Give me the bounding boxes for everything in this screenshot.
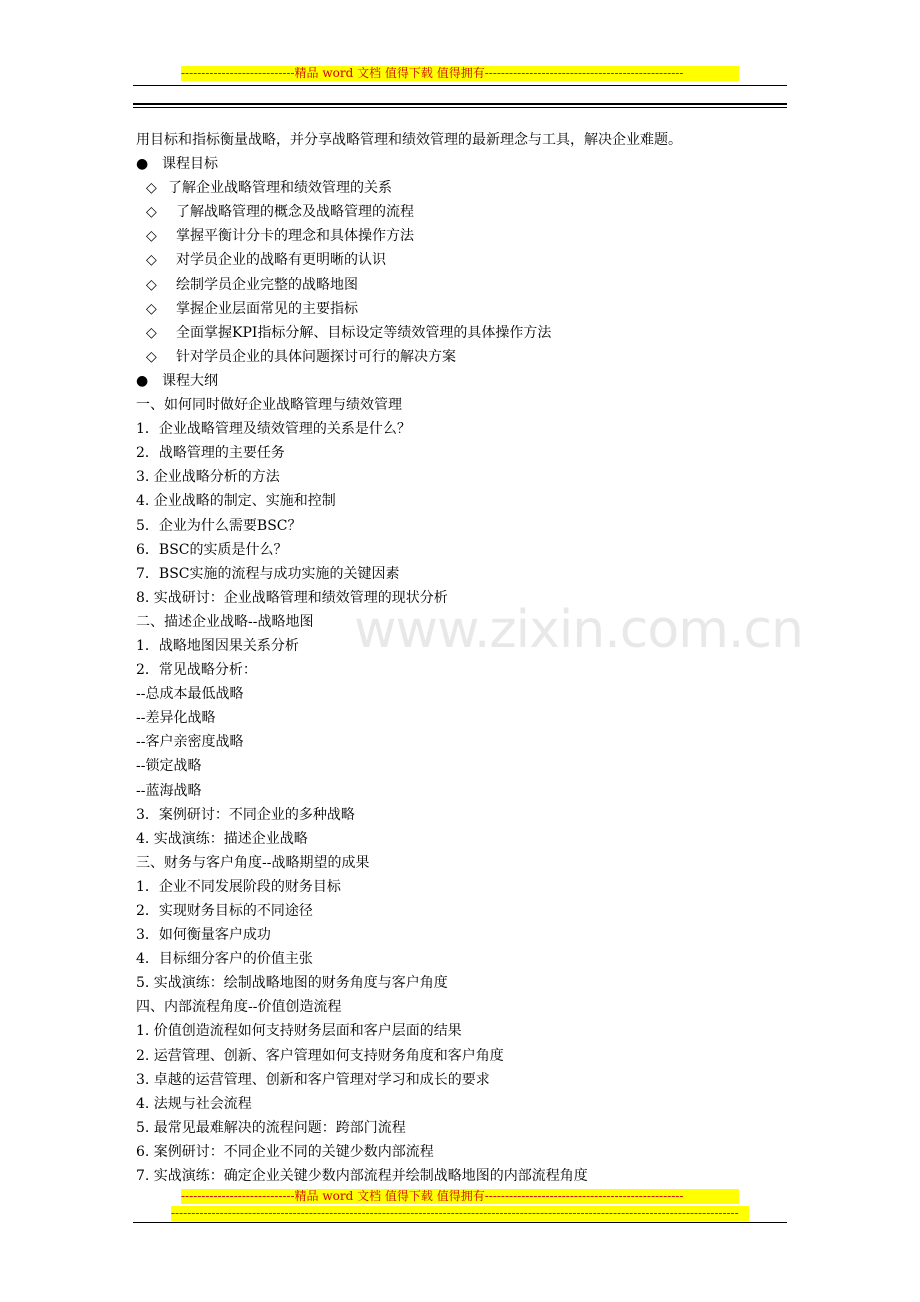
- bullet-icon: ●: [136, 372, 149, 389]
- outline-item: 4. 法规与社会流程: [136, 1095, 252, 1112]
- objective-item: [136, 176, 786, 200]
- outline-item: 4．目标细分客户的价值主张: [136, 951, 313, 968]
- header-banner: ----------------------------精品 word 文档 值得下载 值得拥有-------------------------------------------------: [181, 66, 739, 81]
- outline-heading-text: 课程大纲: [162, 372, 218, 389]
- outline-item: 3. 企业战略分析的方法: [136, 469, 280, 486]
- outline-item: --总成本最低战略: [136, 686, 244, 703]
- objective-item: [136, 224, 786, 248]
- diamond-icon: ◇: [146, 300, 157, 317]
- watermark-text: www.zixin.com.cn: [354, 600, 803, 660]
- objective-item: [136, 345, 786, 369]
- diamond-icon: ◇: [146, 276, 157, 293]
- outline-item: 1．企业战略管理及绩效管理的关系是什么？: [136, 421, 411, 438]
- double-rule-thick: [133, 103, 787, 105]
- outline-item: --客户亲密度战略: [136, 734, 244, 751]
- diamond-icon: ◇: [146, 252, 157, 269]
- objective-text: 对学员企业的战略有更明晰的认识: [176, 252, 386, 269]
- footer-banner: ----------------------------精品 word 文档 值得下载 值得拥有-------------------------------------------------: [181, 1189, 739, 1204]
- outline-item: 1. 价值创造流程如何支持财务层面和客户层面的结果: [136, 1023, 462, 1040]
- objectives-heading: [136, 152, 786, 176]
- diamond-icon: ◇: [146, 180, 157, 197]
- objective-text: 了解企业战略管理和绩效管理的关系: [168, 180, 392, 197]
- header-rule: [133, 85, 787, 86]
- outline-item: 一、如何同时做好企业战略管理与绩效管理: [136, 397, 402, 414]
- outline-heading: [136, 369, 786, 393]
- footer: [0, 1187, 920, 1227]
- objective-item: [136, 200, 786, 224]
- objective-text: 针对学员企业的具体问题探讨可行的解决方案: [176, 348, 456, 365]
- outline-item: --锁定战略: [136, 758, 202, 775]
- outline-item: 2. 运营管理、创新、客户管理如何支持财务角度和客户角度: [136, 1047, 504, 1064]
- outline-item: 4. 实战演练：描述企业战略: [136, 830, 308, 847]
- intro-paragraph: 用目标和指标衡量战略，并分享战略管理和绩效管理的最新理念与工具，解决企业难题。: [136, 132, 682, 148]
- outline-item: 四、内部流程角度--价值创造流程: [136, 999, 342, 1016]
- outline-item: 6. 案例研讨：不同企业不同的关键少数内部流程: [136, 1143, 434, 1160]
- diamond-icon: ◇: [146, 228, 157, 245]
- objective-item: [136, 273, 786, 297]
- objective-item: [136, 321, 786, 345]
- outline-item: 5. 实战演练：绘制战略地图的财务角度与客户角度: [136, 975, 448, 992]
- outline-item: 6．BSC的实质是什么？: [136, 541, 288, 558]
- bullet-icon: ●: [136, 156, 149, 173]
- double-rule-thin: [133, 107, 787, 108]
- outline-item: 1．企业不同发展阶段的财务目标: [136, 878, 341, 895]
- diamond-icon: ◇: [146, 204, 157, 221]
- objective-text: 全面掌握KPI指标分解、目标设定等绩效管理的具体操作方法: [176, 324, 552, 341]
- outline-item: 三、财务与客户角度--战略期望的成果: [136, 854, 370, 871]
- footer-dash-line: --------------------------------------------------------------------------------------------------------------------------------------------: [171, 1206, 749, 1221]
- objective-item: [136, 297, 786, 321]
- outline-item: 7．BSC实施的流程与成功实施的关键因素: [136, 565, 400, 582]
- outline-item: 5. 最常见最难解决的流程问题：跨部门流程: [136, 1119, 406, 1136]
- objective-text: 了解战略管理的概念及战略管理的流程: [176, 204, 414, 221]
- outline-item: 2．战略管理的主要任务: [136, 445, 285, 462]
- outline-item: 3．如何衡量客户成功: [136, 927, 271, 944]
- outline-item: 二、描述企业战略--战略地图: [136, 613, 314, 630]
- outline-item: 2．常见战略分析：: [136, 662, 257, 679]
- outline-item: --蓝海战略: [136, 782, 202, 799]
- outline-item: 3. 卓越的运营管理、创新和客户管理对学习和成长的要求: [136, 1071, 490, 1088]
- outline-item: 4. 企业战略的制定、实施和控制: [136, 493, 336, 510]
- document-body: [136, 128, 786, 1188]
- outline-item: 3．案例研讨：不同企业的多种战略: [136, 806, 355, 823]
- outline-item: 7. 实战演练：确定企业关键少数内部流程并绘制战略地图的内部流程角度: [136, 1168, 588, 1185]
- diamond-icon: ◇: [146, 324, 157, 341]
- outline-item: --差异化战略: [136, 710, 216, 727]
- objective-text: 掌握平衡计分卡的理念和具体操作方法: [176, 228, 414, 245]
- objective-text: 绘制学员企业完整的战略地图: [176, 276, 358, 293]
- footer-rule: [133, 1222, 787, 1223]
- outline-item: 2．实现财务目标的不同途径: [136, 903, 313, 919]
- diamond-icon: ◇: [146, 348, 157, 365]
- outline-item: 1．战略地图因果关系分析: [136, 637, 299, 654]
- outline-item: 5．企业为什么需要BSC？: [136, 517, 302, 534]
- outline-item: 8. 实战研讨：企业战略管理和绩效管理的现状分析: [136, 589, 448, 606]
- objective-item: [136, 248, 786, 272]
- objective-text: 掌握企业层面常见的主要指标: [176, 300, 358, 317]
- objectives-heading-text: 课程目标: [162, 156, 218, 173]
